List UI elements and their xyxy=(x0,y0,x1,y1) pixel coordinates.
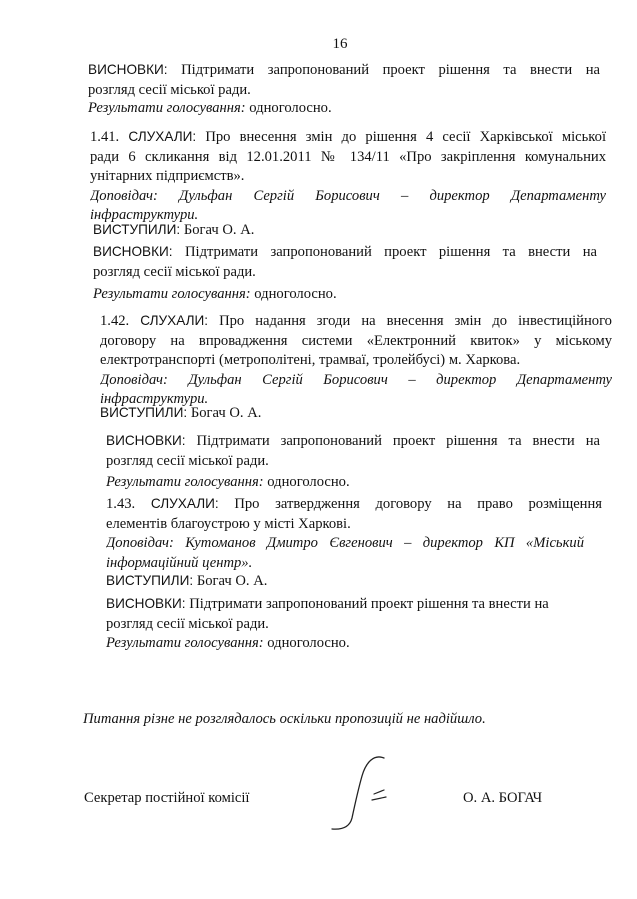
spoke-label: ВИСТУПИЛИ: xyxy=(106,573,194,588)
speaker-line: Доповідач: Кутоманов Дмитро Євгенович – директор КП «Міський xyxy=(106,535,584,551)
spoke-value: Богач О. А. xyxy=(190,405,262,421)
speaker-line-cont: інформаційний центр». xyxy=(106,554,253,571)
speaker-line: Доповідач: Дульфан Сергій Борисович – директор Департаменту xyxy=(100,371,612,388)
vote-result xyxy=(93,285,603,305)
conclusion-block xyxy=(93,242,597,282)
conclusion-label: ВИСНОВКИ: xyxy=(106,433,186,448)
heard-text: Про затвердження договору на право розміщення xyxy=(234,496,602,512)
vote-result xyxy=(106,473,600,493)
vote-value: одноголосно. xyxy=(249,100,332,116)
conclusion-label: ВИСНОВКИ: xyxy=(88,62,168,77)
spoke-value: Богач О. А. xyxy=(196,573,268,589)
conclusion-block xyxy=(106,594,574,634)
vote-result xyxy=(88,99,608,119)
speaker-line: Доповідач: Дульфан Сергій Борисович – директор Департаменту xyxy=(90,187,606,204)
item-number: 1.42. xyxy=(100,313,130,329)
conclusion-text-cont: розгляд сесії міської ради. xyxy=(93,263,256,280)
spoke-block xyxy=(93,220,603,241)
secretary-role: Секретар постійної комісії xyxy=(84,790,250,806)
conclusion-text-cont: розгляд сесії міської ради. xyxy=(106,452,269,469)
conclusion-line xyxy=(88,60,600,81)
conclusion-text: Підтримати запропонований проект рішення та внести на xyxy=(181,62,600,78)
speaker-line-cont: інфраструктури. xyxy=(100,391,209,407)
vote-label: Результати голосування: xyxy=(106,474,264,490)
agenda-item-1-42 xyxy=(100,311,612,410)
vote-value: одноголосно. xyxy=(267,635,350,651)
conclusion-text-cont: розгляд сесії міської ради. xyxy=(88,81,251,98)
agenda-item-1-41 xyxy=(90,127,606,226)
heard-text-cont: унітарних підприємств». xyxy=(90,168,245,184)
vote-result xyxy=(106,634,600,654)
item-number: 1.41. xyxy=(90,129,120,145)
spoke-block xyxy=(106,571,600,592)
heard-label: СЛУХАЛИ: xyxy=(150,496,219,511)
item-number: 1.43. xyxy=(106,496,136,512)
conclusion-text: Підтримати запропонований проект рішення та внести на xyxy=(196,433,600,449)
misc-note: Питання різне не розглядалось оскільки пропозицій не надійшло. xyxy=(83,711,486,727)
agenda-item-1-43 xyxy=(106,494,602,573)
page-number: 16 xyxy=(332,36,348,52)
conclusion-block xyxy=(88,60,600,100)
spoke-block xyxy=(100,403,600,424)
vote-label: Результати голосування: xyxy=(106,635,264,651)
heard-text: Про надання згоди на внесення змін до інвестиційного xyxy=(219,313,612,329)
spoke-label: ВИСТУПИЛИ: xyxy=(100,405,188,420)
conclusion-text: Підтримати запропонований проект рішення та внести на xyxy=(189,596,549,612)
heard-text-cont: елементів благоустрою у місті Харкові. xyxy=(106,515,351,532)
heard-text-cont: договору на впровадження системи «Електронний квиток» у міському xyxy=(100,332,612,349)
heard-label: СЛУХАЛИ: xyxy=(140,313,209,328)
vote-value: одноголосно. xyxy=(267,474,350,490)
heard-text-cont: електротранспорті (метрополітені, трамваї, тролейбусі) м. Харкова. xyxy=(100,352,521,368)
spoke-value: Богач О. А. xyxy=(183,222,255,238)
speaker-line-cont: інфраструктури. xyxy=(90,207,199,223)
vote-label: Результати голосування: xyxy=(93,286,251,302)
conclusion-label: ВИСНОВКИ: xyxy=(106,596,186,611)
heard-text-cont: ради 6 скликання від 12.01.2011 № 134/11 «Про закріплення комунальних xyxy=(90,148,606,165)
conclusion-text: Підтримати запропонований проект рішення та внести на xyxy=(184,244,597,260)
vote-label: Результати голосування: xyxy=(88,100,246,116)
spoke-label: ВИСТУПИЛИ: xyxy=(93,222,181,237)
heard-label: СЛУХАЛИ: xyxy=(128,129,197,144)
secretary-name: О. А. БОГАЧ xyxy=(463,790,543,806)
signature xyxy=(322,752,402,834)
conclusion-label: ВИСНОВКИ: xyxy=(93,244,173,259)
conclusion-text-cont: розгляд сесії міської ради. xyxy=(106,615,269,632)
heard-line xyxy=(90,127,606,148)
vote-value: одноголосно. xyxy=(254,286,337,302)
heard-text: Про внесення змін до рішення 4 сесії Харківської міської xyxy=(205,129,606,145)
conclusion-block xyxy=(106,431,600,471)
